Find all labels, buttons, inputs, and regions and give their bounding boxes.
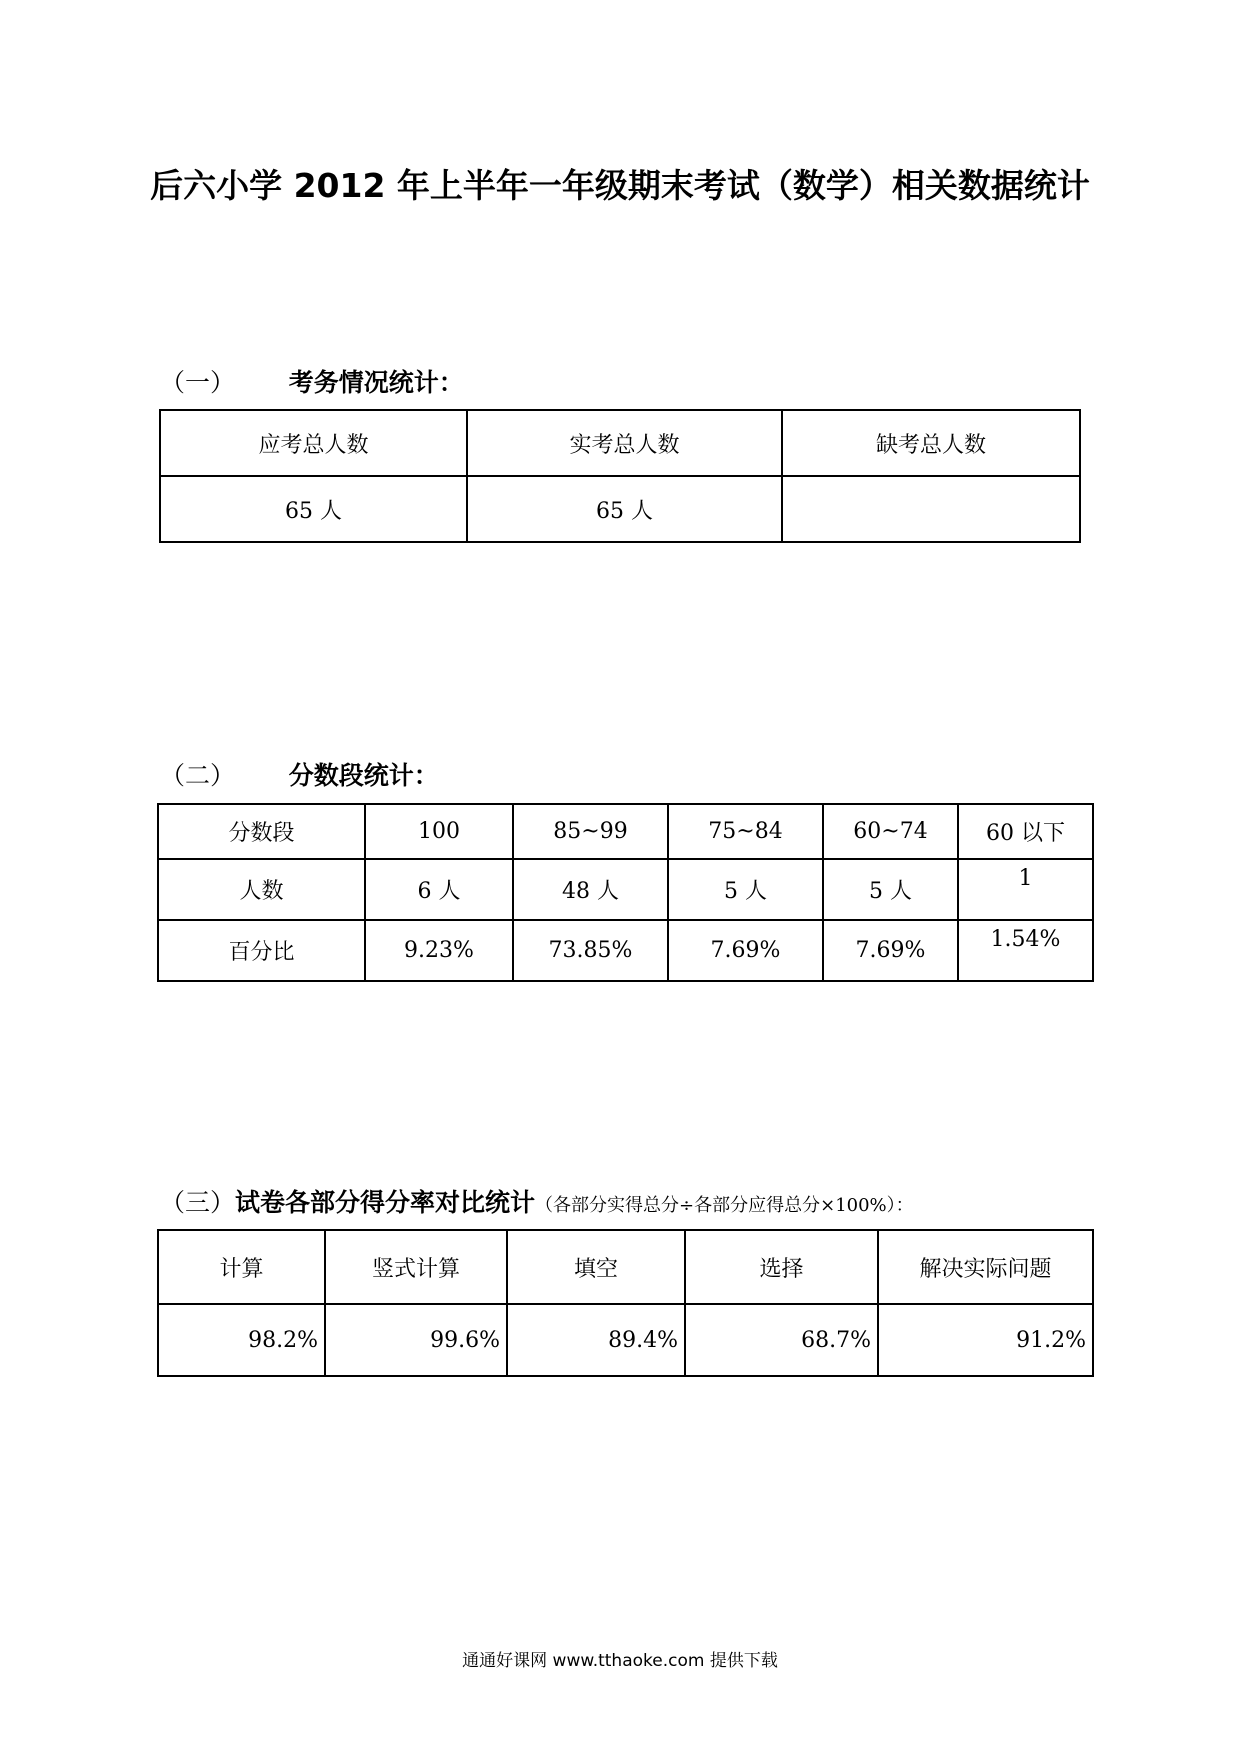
section-1-number: （一） <box>160 368 236 397</box>
section-1-heading <box>160 363 464 399</box>
table-row <box>160 476 1080 542</box>
table-cell: 65 人 <box>160 476 467 542</box>
table-cell: 60 以下 <box>958 804 1093 859</box>
table-row <box>158 804 1093 859</box>
table-cell: 85~99 <box>513 804 668 859</box>
header-cell: 百分比 <box>158 920 365 981</box>
header-cell: 填空 <box>507 1230 685 1304</box>
table-cell: 89.4% <box>507 1304 685 1376</box>
table-row <box>160 410 1080 476</box>
document-title: 后六小学 2012 年上半年一年级期末考试（数学）相关数据统计 <box>150 166 1090 205</box>
table-cell: 48 人 <box>513 859 668 920</box>
exam-attendance-table <box>159 409 1081 543</box>
table-cell: 1 <box>958 859 1093 920</box>
table-cell: 99.6% <box>325 1304 507 1376</box>
section-2-heading <box>160 756 439 792</box>
table-row <box>158 1230 1093 1304</box>
table-cell: 9.23% <box>365 920 513 981</box>
table-row <box>158 859 1093 920</box>
header-cell: 解决实际问题 <box>878 1230 1093 1304</box>
table-cell: 60~74 <box>823 804 958 859</box>
header-cell: 分数段 <box>158 804 365 859</box>
table-cell: 7.69% <box>823 920 958 981</box>
table-cell: 98.2% <box>158 1304 325 1376</box>
table-cell: 7.69% <box>668 920 823 981</box>
table-row <box>158 1304 1093 1376</box>
section-3-note: （各部分实得总分÷各部分应得总分×100%）： <box>535 1195 914 1216</box>
section-2-title: 分数段统计： <box>288 761 439 790</box>
table-cell: 100 <box>365 804 513 859</box>
table-cell: 73.85% <box>513 920 668 981</box>
header-cell: 竖式计算 <box>325 1230 507 1304</box>
section-2-number: （二） <box>160 761 236 790</box>
table-cell <box>782 476 1080 542</box>
table-cell: 5 人 <box>823 859 958 920</box>
table-cell: 65 人 <box>467 476 782 542</box>
table-row <box>158 920 1093 981</box>
section-score-rate-table <box>157 1229 1094 1377</box>
table-cell: 68.7% <box>685 1304 878 1376</box>
table-cell: 1.54% <box>958 920 1093 981</box>
header-cell: 选择 <box>685 1230 878 1304</box>
table-cell: 5 人 <box>668 859 823 920</box>
page-footer: 通通好课网 www.tthaoke.com 提供下载 <box>462 1651 778 1671</box>
header-cell: 计算 <box>158 1230 325 1304</box>
header-cell: 实考总人数 <box>467 410 782 476</box>
table-cell: 91.2% <box>878 1304 1093 1376</box>
section-3-heading <box>160 1183 914 1219</box>
header-cell: 应考总人数 <box>160 410 467 476</box>
table-cell: 75~84 <box>668 804 823 859</box>
section-1-title: 考务情况统计： <box>288 368 464 397</box>
section-3-title: 试卷各部分得分率对比统计 <box>235 1188 536 1217</box>
section-3-number: （三） <box>160 1188 236 1217</box>
table-cell: 6 人 <box>365 859 513 920</box>
header-cell: 人数 <box>158 859 365 920</box>
header-cell: 缺考总人数 <box>782 410 1080 476</box>
score-range-table <box>157 803 1094 982</box>
